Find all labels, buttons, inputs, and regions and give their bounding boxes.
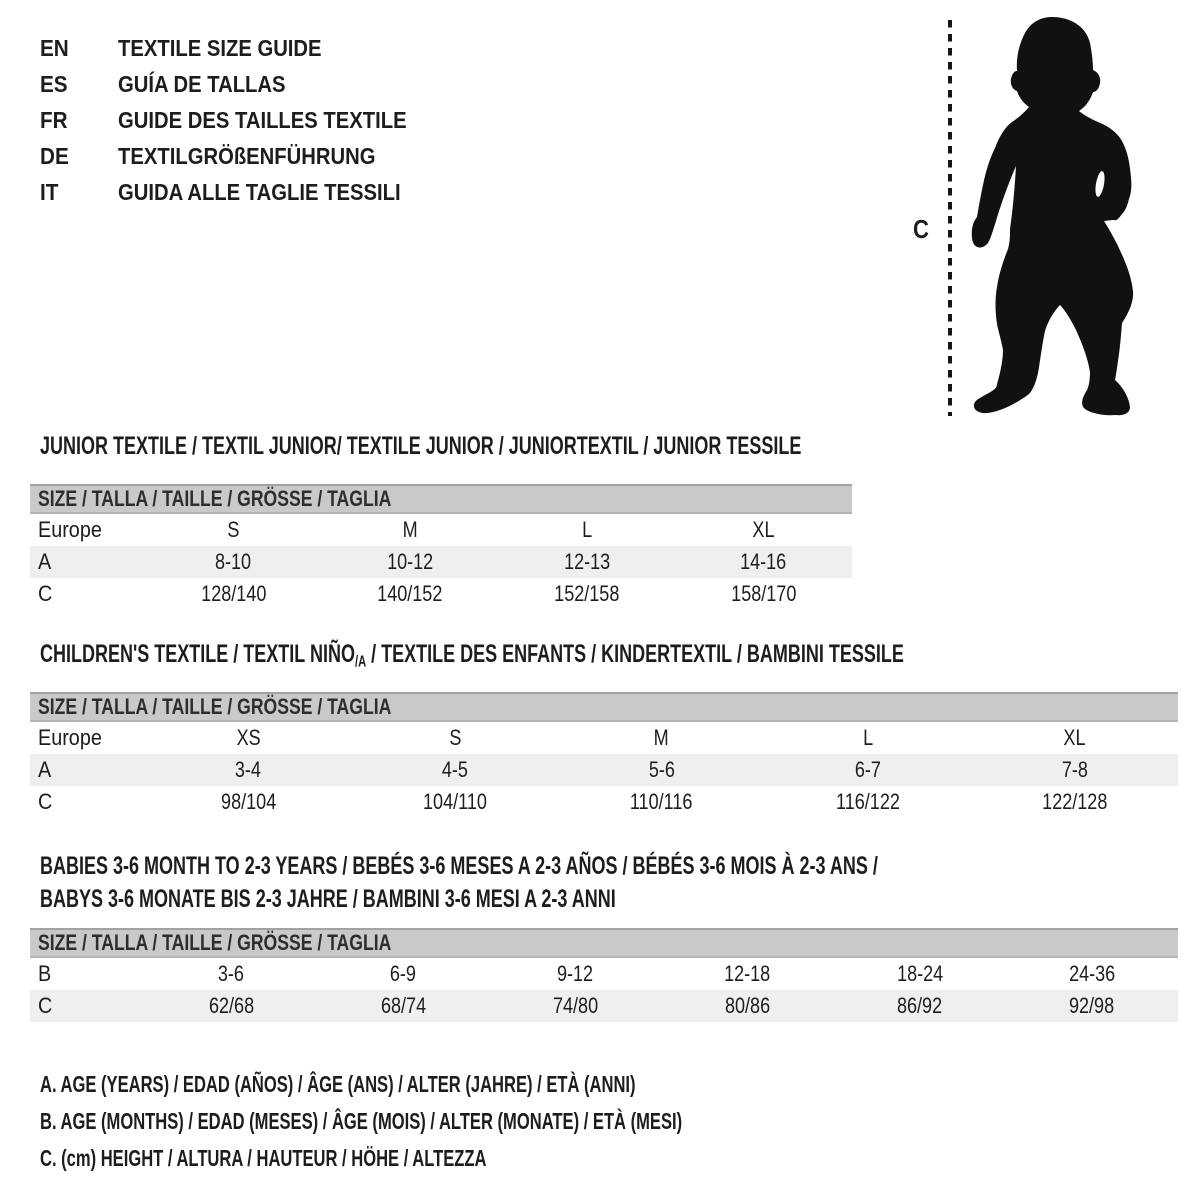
height-value: 62/68: [208, 993, 254, 1018]
row-label-text: C: [38, 993, 53, 1018]
junior-age-row: [30, 546, 852, 578]
size-cell: [322, 517, 499, 543]
children-heading-text: [40, 642, 904, 674]
age-cell: [145, 757, 352, 783]
babies-height-row: [30, 990, 1178, 1022]
age-value: 12-18: [724, 961, 771, 986]
height-cell: [765, 789, 972, 815]
age-value: 4-5: [441, 757, 468, 782]
size-value: L: [863, 725, 874, 750]
age-value: 3-6: [218, 961, 245, 986]
size-value: XL: [1063, 725, 1086, 750]
size-cell: [499, 517, 676, 543]
language-title: GUIDA ALLE TAGLIE TESSILI: [118, 178, 401, 205]
age-value: 10-12: [387, 549, 434, 574]
age-value: 24-36: [1068, 961, 1115, 986]
age-cell: [765, 757, 972, 783]
size-value: M: [402, 517, 418, 542]
row-label-a: [30, 549, 145, 575]
junior-section-heading: [40, 434, 1098, 459]
row-label-text: Europe: [38, 517, 102, 542]
babies-heading-line1: BABIES 3-6 MONTH TO 2-3 YEARS / BEBÉS 3-6 MESES A 2-3 AÑOS / BÉBÉS 3-6 MOIS À 2-3 ANS /: [40, 852, 878, 880]
age-cell: [145, 549, 322, 575]
size-value: S: [227, 517, 240, 542]
babies-heading-line2: BABYS 3-6 MONATE BIS 2-3 JAHRE / BAMBINI 3-6 MESI A 2-3 ANNI: [40, 885, 616, 913]
language-row-es: [40, 66, 446, 102]
size-value: M: [653, 725, 670, 750]
age-value: 6-7: [855, 757, 882, 782]
legend-line-b: [40, 1103, 932, 1140]
height-cell: [489, 993, 661, 1019]
size-value: L: [581, 517, 592, 542]
age-cell: [558, 757, 765, 783]
row-label-text: B: [38, 961, 52, 986]
height-value: 86/92: [897, 993, 943, 1018]
babies-section-heading: [40, 850, 1200, 916]
children-age-row: [30, 754, 1178, 786]
height-cell: [317, 993, 489, 1019]
age-value: 9-12: [557, 961, 594, 986]
age-cell: [971, 757, 1178, 783]
height-value: 74/80: [552, 993, 598, 1018]
row-label-c: [30, 789, 145, 815]
size-cell: [675, 517, 852, 543]
age-cell: [317, 961, 489, 987]
children-heading-sub: /A: [354, 653, 367, 671]
size-cell: [971, 725, 1178, 751]
language-title: GUIDE DES TAILLES TEXTILE: [118, 106, 407, 133]
row-label-text: C: [38, 581, 53, 606]
language-row-it: [40, 174, 446, 210]
language-title: GUÍA DE TALLAS: [118, 70, 286, 97]
junior-size-header-bar: [30, 484, 852, 514]
height-cell: [322, 581, 499, 607]
age-value: 18-24: [896, 961, 943, 986]
height-cell: [675, 581, 852, 607]
size-header-label: SIZE / TALLA / TAILLE / GRÖSSE / TAGLIA: [38, 930, 392, 955]
junior-heading-text: JUNIOR TEXTILE / TEXTIL JUNIOR/ TEXTILE JUNIOR / JUNIORTEXTIL / JUNIOR TESSILE: [40, 432, 802, 460]
age-value: 5-6: [648, 757, 675, 782]
babies-size-header-bar: [30, 928, 1178, 958]
age-cell: [322, 549, 499, 575]
children-size-header-bar: [30, 692, 1178, 722]
age-cell: [145, 961, 317, 987]
height-value: 104/110: [422, 789, 487, 814]
size-value: XL: [752, 517, 775, 542]
size-value: S: [448, 725, 461, 750]
row-label-c: [30, 993, 145, 1019]
children-section-heading: [40, 642, 1200, 674]
language-title-list: [40, 30, 446, 210]
age-value: 7-8: [1061, 757, 1088, 782]
height-cell: [145, 581, 322, 607]
size-header-label: SIZE / TALLA / TAILLE / GRÖSSE / TAGLIA: [38, 486, 392, 511]
language-row-de: [40, 138, 446, 174]
row-label-text: C: [38, 789, 53, 814]
size-header-label: SIZE / TALLA / TAILLE / GRÖSSE / TAGLIA: [38, 694, 392, 719]
children-europe-row: [30, 722, 1178, 754]
row-label-text: A: [38, 757, 52, 782]
height-cell: [352, 789, 559, 815]
children-size-table: [30, 692, 1178, 818]
language-code: FR: [40, 106, 68, 133]
height-cell: [834, 993, 1006, 1019]
language-code: DE: [40, 142, 69, 169]
age-value: 14-16: [740, 549, 787, 574]
height-measure-label: C: [913, 214, 929, 244]
size-cell: [558, 725, 765, 751]
junior-size-table: [30, 484, 852, 610]
height-cell: [145, 789, 352, 815]
row-label-c: [30, 581, 145, 607]
junior-height-row: [30, 578, 852, 610]
height-value: 116/122: [836, 789, 901, 814]
height-cell: [662, 993, 834, 1019]
children-heading-post: / TEXTILE DES ENFANTS / KINDERTEXTIL / BAMBINI TESSILE: [366, 640, 904, 668]
babies-size-table: [30, 928, 1178, 1022]
height-cell: [971, 789, 1178, 815]
age-cell: [1006, 961, 1178, 987]
row-label-text: Europe: [38, 725, 102, 750]
height-cell: [499, 581, 676, 607]
age-value: 6-9: [390, 961, 417, 986]
size-cell: [145, 517, 322, 543]
age-cell: [489, 961, 661, 987]
language-row-en: [40, 30, 446, 66]
language-code: IT: [40, 178, 59, 205]
height-cell: [145, 993, 317, 1019]
measure-legend: [40, 1066, 932, 1177]
height-value: 68/74: [380, 993, 426, 1018]
height-cell: [1006, 993, 1178, 1019]
age-cell: [662, 961, 834, 987]
size-cell: [145, 725, 352, 751]
age-value: 8-10: [215, 549, 252, 574]
size-value: XS: [236, 725, 261, 750]
babies-age-row: [30, 958, 1178, 990]
height-value: 152/158: [554, 581, 620, 606]
toddler-silhouette: [972, 17, 1133, 415]
height-cell: [558, 789, 765, 815]
row-label-text: A: [38, 549, 52, 574]
language-row-fr: [40, 102, 446, 138]
row-label-europe: [30, 725, 145, 751]
legend-text-c: C. (cm) HEIGHT / ALTURA / HAUTEUR / HÖHE / ALTEZZA: [40, 1145, 487, 1171]
junior-europe-row: [30, 514, 852, 546]
height-value: 122/128: [1042, 789, 1108, 814]
size-cell: [352, 725, 559, 751]
height-value: 98/104: [220, 789, 276, 814]
row-label-b: [30, 961, 145, 987]
row-label-europe: [30, 517, 145, 543]
height-value: 110/116: [630, 789, 693, 814]
language-code: EN: [40, 34, 69, 61]
age-cell: [352, 757, 559, 783]
height-value: 140/152: [377, 581, 443, 606]
language-title: TEXTILE SIZE GUIDE: [118, 34, 322, 61]
height-value: 128/140: [200, 581, 266, 606]
row-label-a: [30, 757, 145, 783]
language-title: TEXTILGRÖßENFÜHRUNG: [118, 142, 376, 169]
age-cell: [675, 549, 852, 575]
age-cell: [834, 961, 1006, 987]
age-cell: [499, 549, 676, 575]
legend-line-a: [40, 1066, 932, 1103]
age-value: 3-4: [235, 757, 262, 782]
height-value: 92/98: [1069, 993, 1115, 1018]
toddler-silhouette-figure: [905, 12, 1150, 424]
legend-line-c: [40, 1140, 932, 1177]
toddler-body-shape: [972, 17, 1133, 415]
language-code: ES: [40, 70, 68, 97]
legend-text-b: B. AGE (MONTHS) / EDAD (MESES) / ÂGE (MOIS) / ALTER (MONATE) / ETÀ (MESI): [40, 1108, 683, 1134]
children-heading-pre: CHILDREN'S TEXTILE / TEXTIL NIÑO: [40, 640, 355, 668]
height-value: 80/86: [725, 993, 771, 1018]
age-value: 12-13: [563, 549, 610, 574]
legend-text-a: A. AGE (YEARS) / EDAD (AÑOS) / ÂGE (ANS) / ALTER (JAHRE) / ETÀ (ANNI): [40, 1071, 636, 1097]
size-cell: [765, 725, 972, 751]
children-height-row: [30, 786, 1178, 818]
height-value: 158/170: [731, 581, 797, 606]
